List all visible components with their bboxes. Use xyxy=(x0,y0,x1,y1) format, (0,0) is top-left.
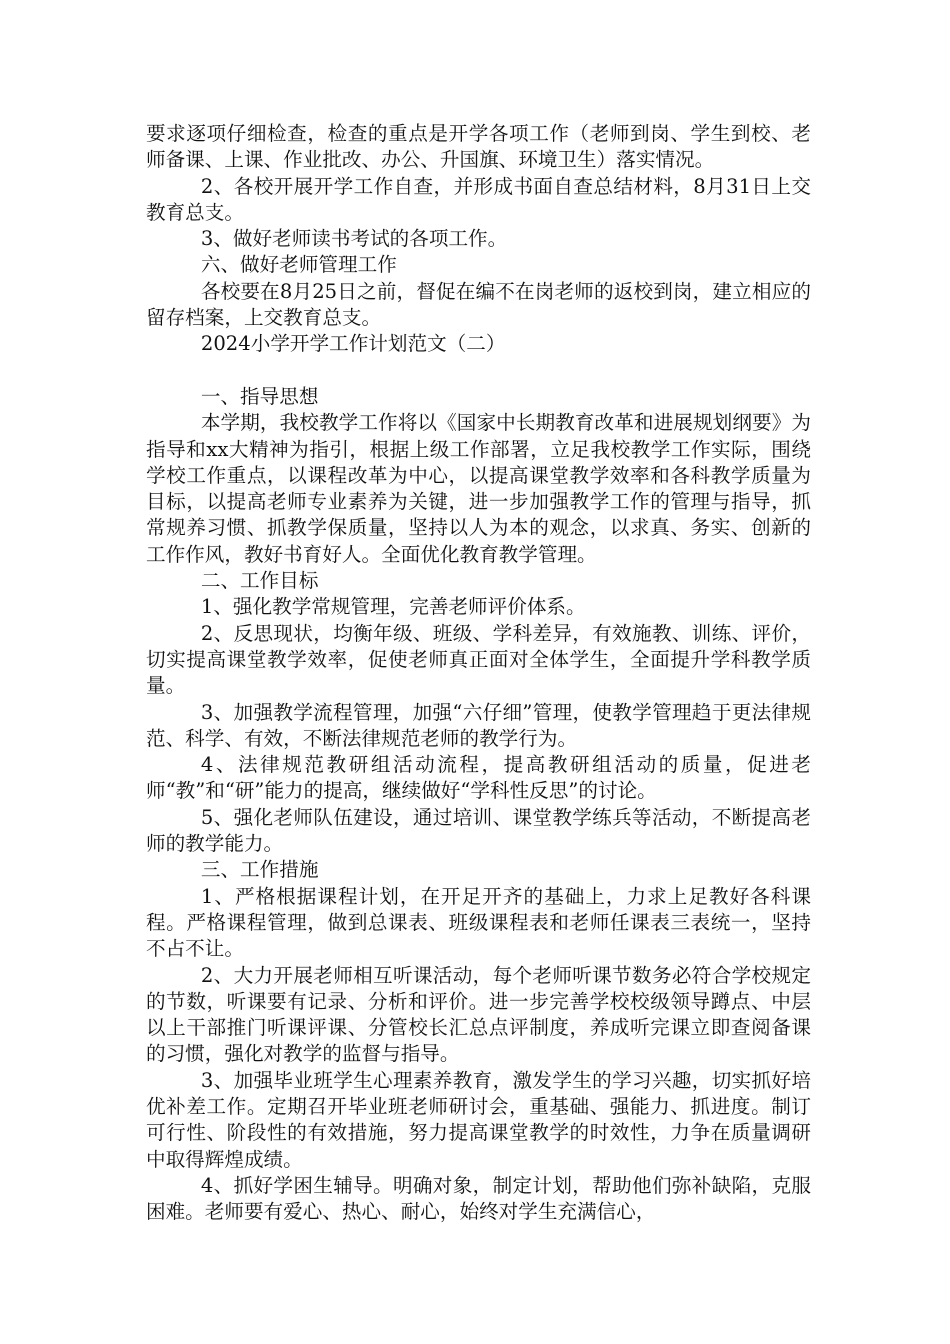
paragraph: 3、加强毕业班学生心理素养教育，激发学生的学习兴趣，切实抓好培优补差工作。定期召开毕业班老师研讨会，重基础、强能力、抓进度。制订可行性、阶段性的有效措施，努力提高课堂教学的时效性，力争在质量调研中取得辉煌成绩。 xyxy=(146,1068,811,1171)
paragraph: 本学期，我校教学工作将以《国家中长期教育改革和进展规划纲要》为指导和xx大精神为指引，根据上级工作部署，立足我校教学工作实际，围绕学校工作重点，以课程改革为中心，以提高课堂教学效率和各科教学质量为目标，以提高老师专业素养为关键，进一步加强教学工作的管理与指导，抓常规养习惯、抓教学保质量，坚持以人为本的观念，以求真、务实、创新的工作作风，教好书育好人。全面优化教育教学管理。 xyxy=(146,411,811,566)
section-heading: 一、指导思想 xyxy=(200,384,319,408)
document-subtitle: 2024小学开学工作计划范文（二） xyxy=(200,332,506,356)
paragraph: 5、强化老师队伍建设，通过培训、课堂教学练兵等活动，不断提高老师的教学能力。 xyxy=(146,805,811,856)
blank-line xyxy=(146,358,811,384)
paragraph: 4、法律规范教研组活动流程，提高教研组活动的质量，促进老师“教”和“研”能力的提高，继续做好“学科性反思”的讨论。 xyxy=(146,753,811,803)
paragraph: 3、做好老师读书考试的各项工作。 xyxy=(200,227,508,251)
paragraph: 2、各校开展开学工作自查，并形成书面自查总结材料，8月31日上交教育总支。 xyxy=(146,174,811,224)
paragraph: 2、反思现状，均衡年级、班级、学科差异，有效施教、训练、评价，切实提高课堂教学效率，促使老师真正面对全体学生，全面提升学科教学质量。 xyxy=(146,621,811,698)
section-heading: 三、工作措施 xyxy=(200,858,319,882)
paragraph: 各校要在8月25日之前，督促在编不在岗老师的返校到岗，建立相应的留存档案，上交教育总支。 xyxy=(146,279,811,330)
paragraph: 1、强化教学常规管理，完善老师评价体系。 xyxy=(200,595,586,619)
paragraph: 要求逐项仔细检查，检查的重点是开学各项工作（老师到岗、学生到校、老师备课、上课、作业批改、办公、升国旗、环境卫生）落实情况。 xyxy=(146,122,811,172)
paragraph: 4、抓好学困生辅导。明确对象，制定计划，帮助他们弥补缺陷，克服困难。老师要有爱心、热心、耐心，始终对学生充满信心， xyxy=(146,1173,811,1224)
section-heading: 二、工作目标 xyxy=(200,569,319,593)
paragraph: 2、大力开展老师相互听课活动，每个老师听课节数务必符合学校规定的节数，听课要有记录、分析和评价。进一步完善学校校级领导蹲点、中层以上干部推门听课评课、分管校长汇总点评制度，养成听完课立即查阅备课的习惯，强化对教学的监督与指导。 xyxy=(146,963,811,1066)
section-heading: 六、做好老师管理工作 xyxy=(200,253,397,277)
paragraph: 1、严格根据课程计划，在开足开齐的基础上，力求上足教好各科课程。严格课程管理，做到总课表、班级课程表和老师任课表三表统一，坚持不占不让。 xyxy=(146,884,811,961)
paragraph: 3、加强教学流程管理，加强“六仔细”管理，使教学管理趋于更法律规范、科学、有效，不断法律规范老师的教学行为。 xyxy=(146,700,811,750)
document-body xyxy=(146,121,811,1225)
